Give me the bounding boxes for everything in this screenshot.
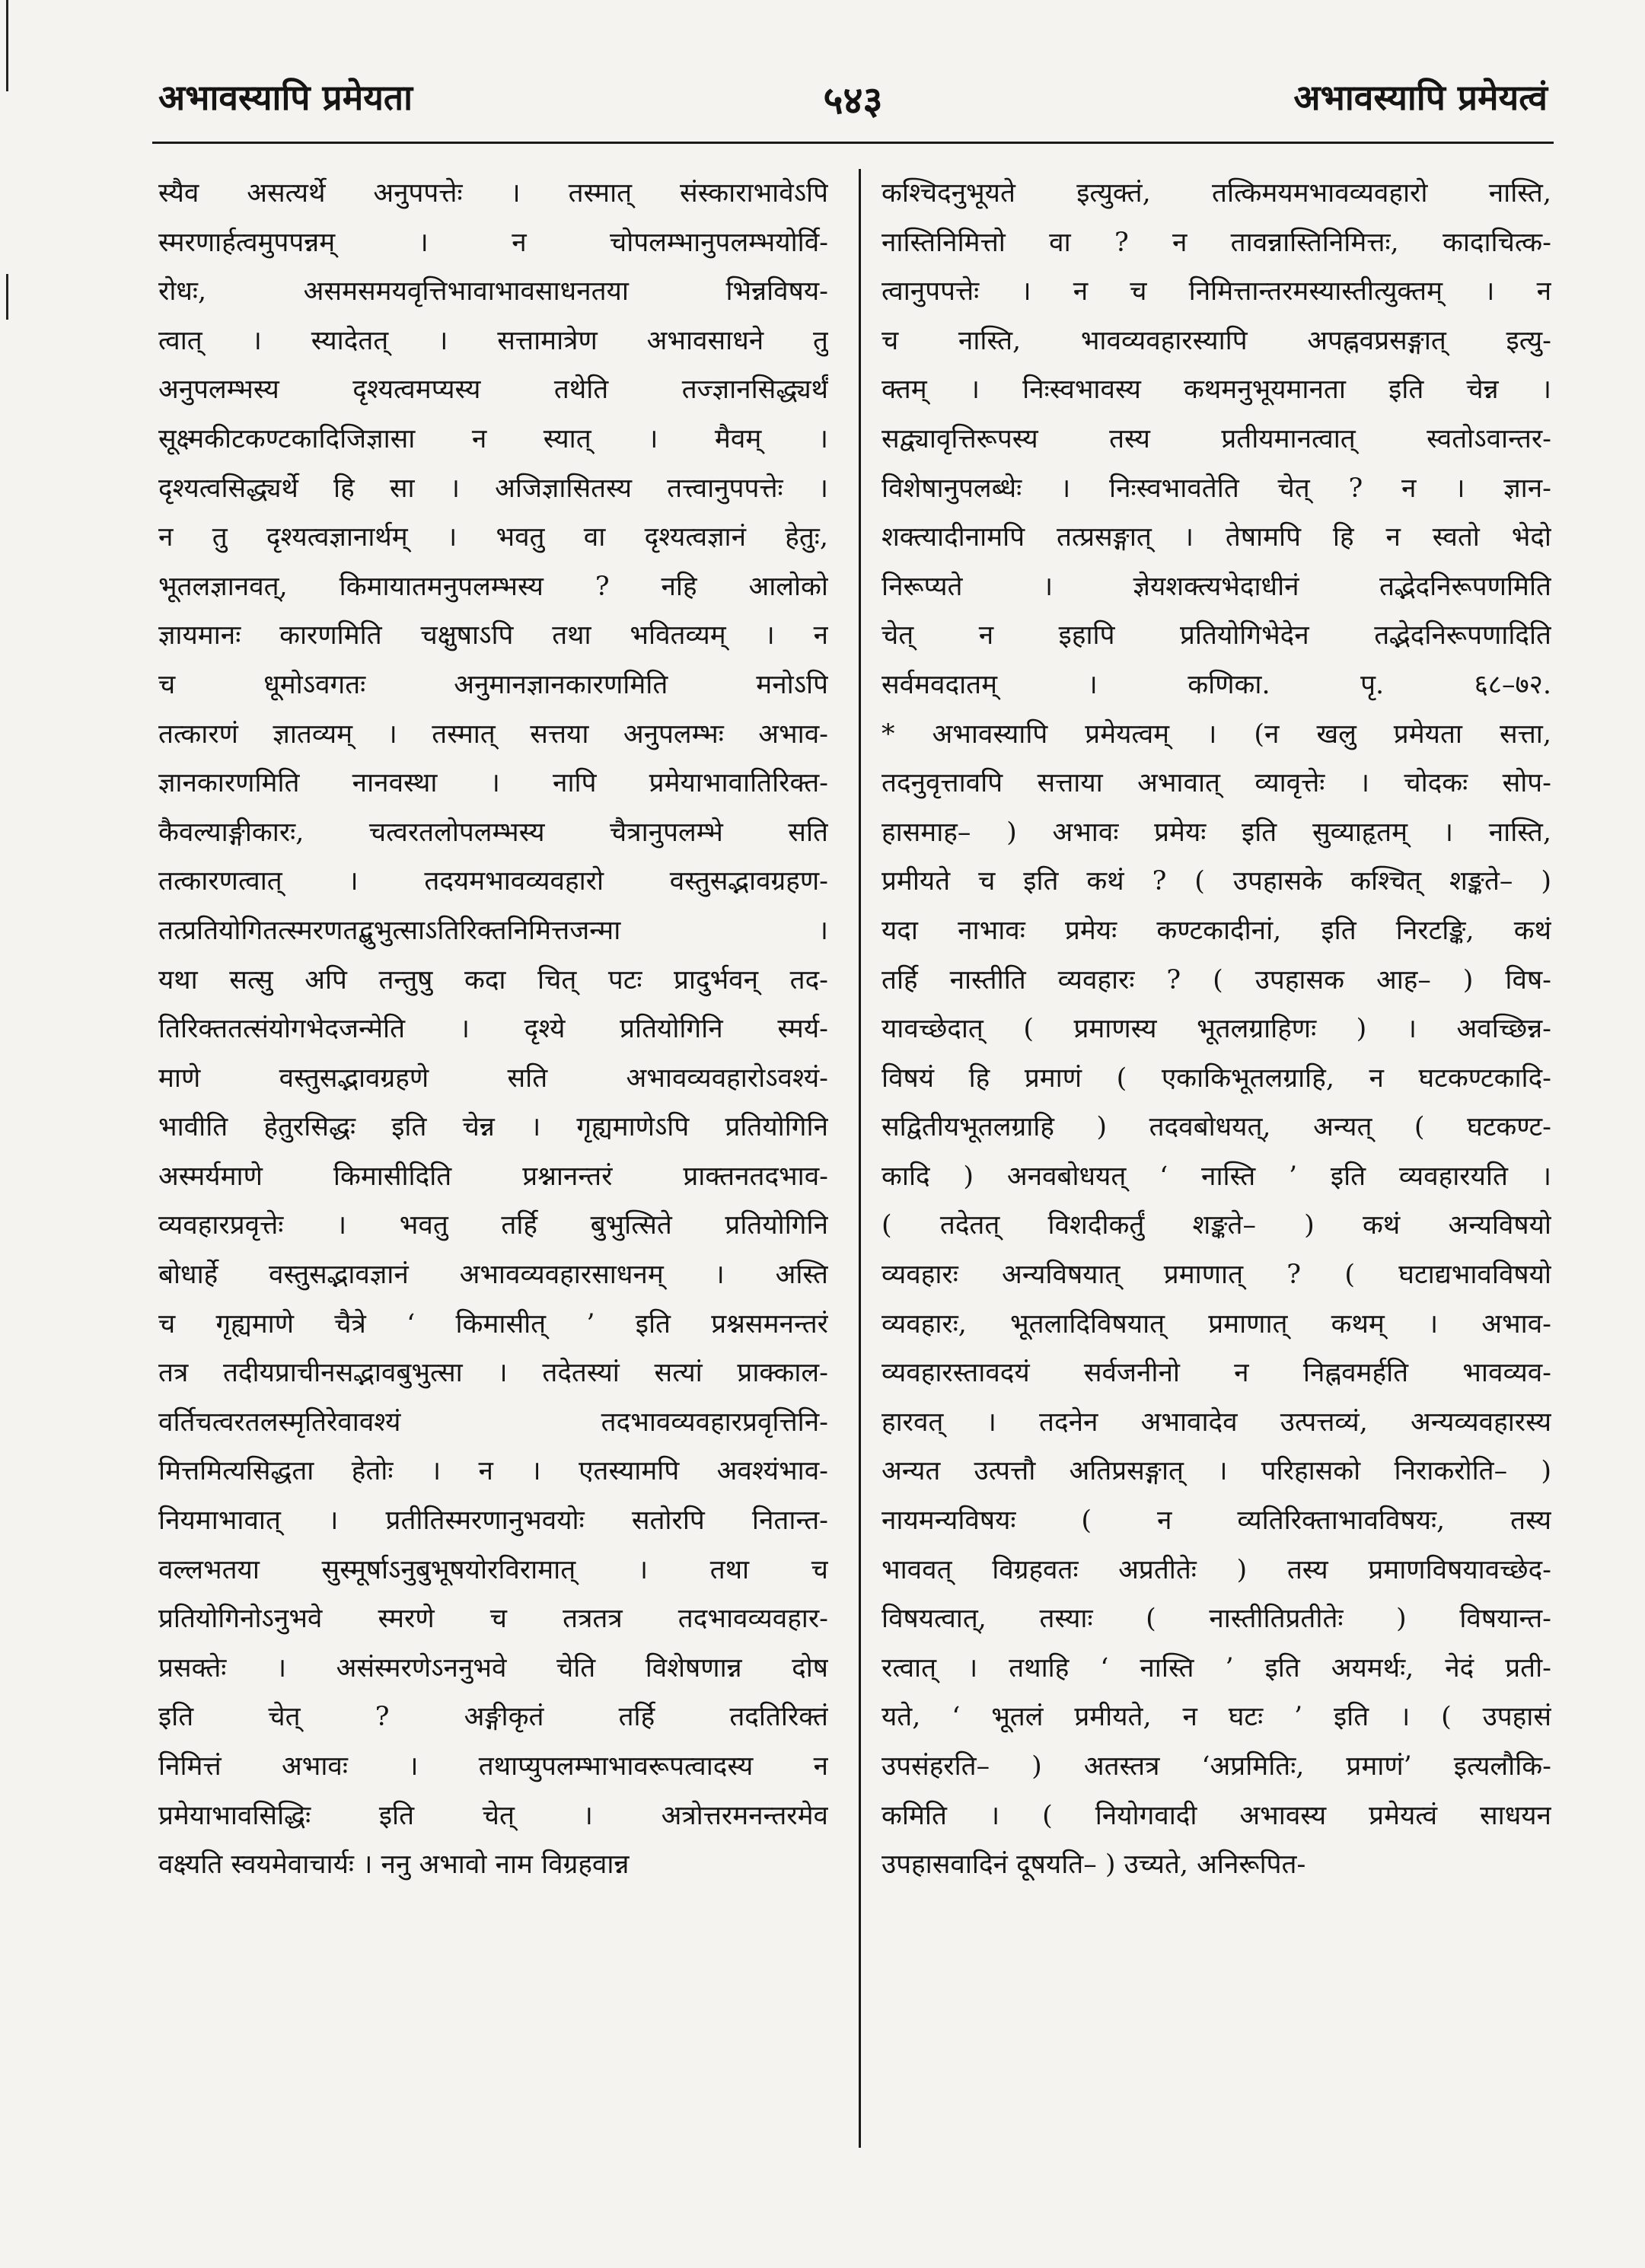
text-line: सर्वमवदातम् । कणिका. पृ. ६८–७२. <box>881 669 1551 700</box>
text-line: अनुपलम्भस्य दृश्यत्वमप्यस्य तथेति तज्ज्ञानसिद्ध्यर्थं <box>158 374 828 406</box>
text-line: अस्मर्यमाणे किमासीदिति प्रश्नानन्तरं प्राक्तनतदभाव- <box>158 1161 828 1192</box>
text-line: विषयत्वात्, तस्याः ( नास्तीतिप्रतीतेः ) विषयान्त- <box>881 1604 1551 1635</box>
text-line: त्वात् । स्यादेतत् । सत्तामात्रेण अभावसाधने तु <box>158 325 828 356</box>
column-divider <box>859 169 861 2148</box>
text-line: तिरिक्ततत्संयोगभेदजन्मेति । दृश्ये प्रतियोगिनि स्मर्य- <box>158 1014 828 1045</box>
text-line: प्रतियोगिनोऽनुभवे स्मरणे च तत्रतत्र तदभावव्यवहार- <box>158 1604 828 1635</box>
text-line: ( तदेतत् विशदीकर्तुं शङ्कते– ) कथं अन्यविषयो <box>881 1210 1551 1241</box>
text-line: इति चेत् ? अङ्गीकृतं तर्हि तदतिरिक्तं <box>158 1702 828 1733</box>
text-line: स्यैव असत्यर्थे अनुपपत्तेः । तस्मात् संस्काराभावेऽपि <box>158 178 828 209</box>
left-column <box>158 169 828 1890</box>
text-line: तत्प्रतियोगितत्स्मरणतद्बुभुत्साऽतिरिक्तनिमित्तजन्मा । <box>158 915 828 946</box>
header-left-title: अभावस्यापि प्रमेयता <box>158 77 413 118</box>
text-line: चेत् न इहापि प्रतियोगिभेदेन तद्भेदनिरूपणादिति <box>881 620 1551 651</box>
text-line: कमिति । ( नियोगवादी अभावस्य प्रमेयत्वं साधयन <box>881 1800 1551 1831</box>
text-line: विषयं हि प्रमाणं ( एकाकिभूतलग्राहि, न घटकण्टकादि- <box>881 1062 1551 1094</box>
text-line: बोधार्हे वस्तुसद्भावज्ञानं अभावव्यवहारसाधनम् । अस्ति <box>158 1260 828 1291</box>
header-rule <box>152 142 1554 144</box>
text-line: वक्ष्यति स्वयमेवाचार्यः । ननु अभावो नाम विग्रहवान्न <box>158 1849 630 1881</box>
text-line: नास्तिनिमित्तो वा ? न तावन्नास्तिनिमित्तः, कादाचित्क- <box>881 227 1551 258</box>
text-line: वल्लभतया सुस्मूर्षाऽनुबुभूषयोरविरामात् । तथा च <box>158 1554 828 1585</box>
text-line: माणे वस्तुसद्भावग्रहणे सति अभावव्यवहारोऽवश्यं- <box>158 1062 828 1094</box>
text-line: च धूमोऽवगतः अनुमानज्ञानकारणमिति मनोऽपि <box>158 669 828 700</box>
text-line: मित्तमित्यसिद्धता हेतोः । न । एतस्यामपि अवश्यंभाव- <box>158 1456 828 1487</box>
text-line: व्यवहारः, भूतलादिविषयात् प्रमाणात् कथम् । अभाव- <box>881 1308 1551 1339</box>
text-line: नायमन्यविषयः ( न व्यतिरिक्ताभावविषयः, तस्य <box>881 1505 1551 1537</box>
text-line: नियमाभावात् । प्रतीतिस्मरणानुभवयोः सतोरपि नितान्त- <box>158 1505 828 1537</box>
header-right-title: अभावस्यापि प्रमेयत्वं <box>1293 77 1548 118</box>
right-column <box>881 169 1551 1890</box>
text-line: ज्ञायमानः कारणमिति चक्षुषाऽपि तथा भवितव्यम् । न <box>158 620 828 651</box>
text-line: ज्ञानकारणमिति नानवस्था । नापि प्रमेयाभावातिरिक्त- <box>158 768 828 799</box>
text-line: स्मरणार्हत्वमुपपन्नम् । न चोपलम्भानुपलम्भयोर्वि- <box>158 227 828 258</box>
text-line: यावच्छेदात् ( प्रमाणस्य भूतलग्राहिणः ) । अवच्छिन्न- <box>881 1014 1551 1045</box>
scan-edge-mark <box>6 0 8 91</box>
text-line: सूक्ष्मकीटकण्टकादिजिज्ञासा न स्यात् । मैवम् । <box>158 423 828 454</box>
text-line: भावीति हेतुरसिद्धः इति चेन्न । गृह्यमाणेऽपि प्रतियोगिनि <box>158 1112 828 1143</box>
text-line: यते, ‘ भूतलं प्रमीयते, न घटः ’ इति । ( उपहासं <box>881 1702 1551 1733</box>
text-line: निमित्तं अभावः । तथाप्युपलम्भाभावरूपत्वादस्य न <box>158 1751 828 1782</box>
scan-edge-mark <box>6 274 8 320</box>
text-line: तत्कारणं ज्ञातव्यम् । तस्मात् सत्तया अनुपलम्भः अभाव- <box>158 718 828 750</box>
text-line: हासमाह– ) अभावः प्रमेयः इति सुव्याहृतम् । नास्ति, <box>881 817 1551 848</box>
text-line: प्रमेयाभावसिद्धिः इति चेत् । अत्रोत्तरमनन्तरमेव <box>158 1800 828 1831</box>
text-line: भूतलज्ञानवत्, किमायातमनुपलम्भस्य ? नहि आलोको <box>158 571 828 602</box>
text-line: तदनुवृत्तावपि सत्ताया अभावात् व्यावृत्तेः । चोदकः सोप- <box>881 768 1551 799</box>
text-line: व्यवहारस्तावदयं सर्वजनीनो न निह्नवमर्हति भावव्यव- <box>881 1358 1551 1389</box>
text-line: * अभावस्यापि प्रमेयत्वम् । (न खलु प्रमेयता सत्ता, <box>881 718 1551 750</box>
text-line: उपसंहरति– ) अतस्तत्र ‘अप्रमितिः, प्रमाणं’ इत्यलौकि- <box>881 1751 1551 1782</box>
text-line: सद्वितीयभूतलग्राहि ) तदवबोधयत्, अन्यत् ( घटकण्ट- <box>881 1112 1551 1143</box>
text-line: शक्त्यादीनामपि तत्प्रसङ्गात् । तेषामपि हि न स्वतो भेदो <box>881 522 1551 553</box>
text-line: उपहासवादिनं दूषयति– ) उच्यते, अनिरूपित- <box>881 1849 1306 1881</box>
text-line: क्तम् । निःस्वभावस्य कथमनुभूयमानता इति चेन्न । <box>881 374 1551 406</box>
text-line: यथा सत्सु अपि तन्तुषु कदा चित् पटः प्रादुर्भवन् तद- <box>158 964 828 995</box>
text-line: कादि ) अनवबोधयत् ‘ नास्ति ’ इति व्यवहारयति । <box>881 1161 1551 1192</box>
text-line: रत्वात् । तथाहि ‘ नास्ति ’ इति अयमर्थः, नेदं प्रती- <box>881 1652 1551 1683</box>
text-line: हारवत् । तदनेन अभावादेव उत्पत्तव्यं, अन्यव्यवहारस्य <box>881 1406 1551 1438</box>
text-line: वर्तिचत्वरतलस्मृतिरेवावश्यं तदभावव्यवहारप्रवृत्तिनि- <box>158 1406 828 1438</box>
text-line: प्रसक्तेः । असंस्मरणेऽननुभवे चेति विशेषणान्न दोष <box>158 1652 828 1683</box>
text-line: कश्चिदनुभूयते इत्युक्तं, तत्किमयमभावव्यवहारो नास्ति, <box>881 178 1551 209</box>
text-line: च गृह्यमाणे चैत्रे ‘ किमासीत् ’ इति प्रश्नसमनन्तरं <box>158 1308 828 1339</box>
text-line: तत्र तदीयप्राचीनसद्भावबुभुत्सा । तदेतस्यां सत्यां प्राक्काल- <box>158 1358 828 1389</box>
text-line: यदा नाभावः प्रमेयः कण्टकादीनां, इति निरटङ्कि, कथं <box>881 915 1551 946</box>
text-line: रोधः, असमसमयवृत्तिभावाभावसाधनतया भिन्नविषय- <box>158 276 828 307</box>
text-line: तर्हि नास्तीति व्यवहारः ? ( उपहासक आह– ) विष- <box>881 964 1551 995</box>
text-line: त्वानुपपत्तेः । न च निमित्तान्तरमस्यास्तीत्युक्तम् । न <box>881 276 1551 307</box>
running-header <box>158 73 1548 126</box>
text-line: निरूप्यते । ज्ञेयशक्त्यभेदाधीनं तद्भेदनिरूपणमिति <box>881 571 1551 602</box>
text-line: च नास्ति, भावव्यवहारस्यापि अपह्नवप्रसङ्गात् इत्यु- <box>881 325 1551 356</box>
text-line: न तु दृश्यत्वज्ञानार्थम् । भवतु वा दृश्यत्वज्ञानं हेतुः, <box>158 522 828 553</box>
text-line: अन्यत उत्पत्तौ अतिप्रसङ्गात् । परिहासको निराकरोति– ) <box>881 1456 1551 1487</box>
text-line: विशेषानुपलब्धेः । निःस्वभावतेति चेत् ? न । ज्ञान- <box>881 473 1551 504</box>
text-line: प्रमीयते च इति कथं ? ( उपहासके कश्चित् शङ्कते– ) <box>881 866 1551 897</box>
text-line: सद्व्यावृत्तिरूपस्य तस्य प्रतीयमानत्वात् स्वतोऽवान्तर- <box>881 423 1551 454</box>
text-line: व्यवहारप्रवृत्तेः । भवतु तर्हि बुभुत्सिते प्रतियोगिनि <box>158 1210 828 1241</box>
text-line: व्यवहारः अन्यविषयात् प्रमाणात् ? ( घटाद्यभावविषयो <box>881 1260 1551 1291</box>
text-line: भाववत् विग्रहवतः अप्रतीतेः ) तस्य प्रमाणविषयावच्छेद- <box>881 1554 1551 1585</box>
text-line: कैवल्याङ्गीकारः, चत्वरतलोपलम्भस्य चैत्रानुपलम्भे सति <box>158 817 828 848</box>
text-line: दृश्यत्वसिद्ध्यर्थे हि सा । अजिज्ञासितस्य तत्त्वानुपपत्तेः । <box>158 473 828 504</box>
text-line: तत्कारणत्वात् । तदयमभावव्यवहारो वस्तुसद्भावग्रहण- <box>158 866 828 897</box>
page-number: ५४३ <box>823 78 883 123</box>
